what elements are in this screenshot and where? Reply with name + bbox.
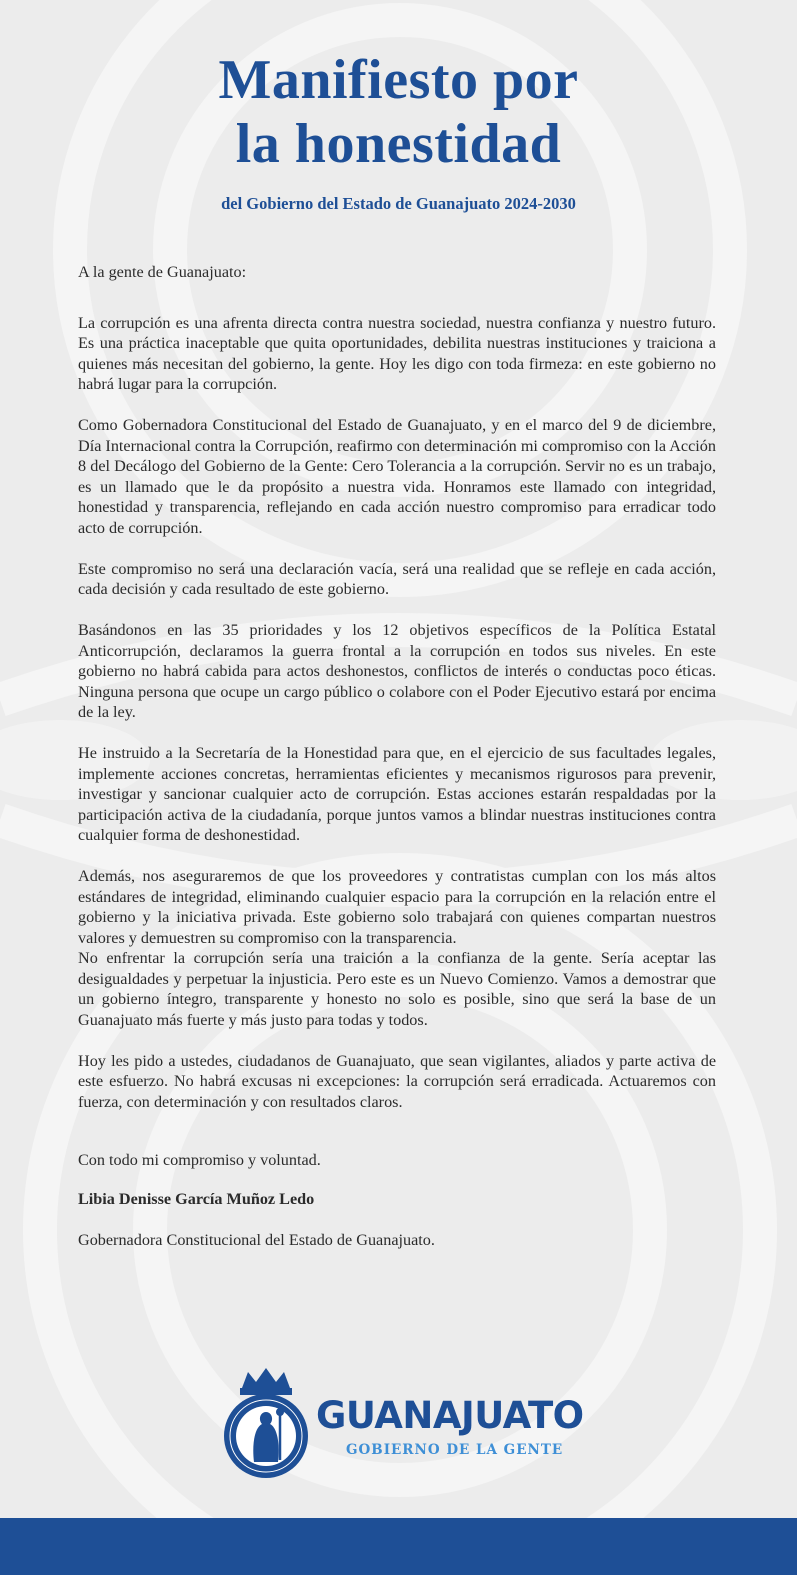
salutation: A la gente de Guanajuato: (78, 263, 247, 281)
page-title (0, 48, 797, 176)
logo-wordmark: GUANAJUATO (316, 1394, 584, 1437)
guanajuato-logo (218, 1366, 584, 1482)
signature-role: Gobernadora Constitucional del Estado de Guanajuato. (78, 1230, 435, 1249)
letter-paragraph: La corrupción es una afrenta directa contra nuestra sociedad, nuestra confianza y nuestro futuro. Es una práctica inaceptable que quita oportunidades, debilita nuestras instituciones y traiciona a quienes más necesitan del gobierno, la gente. Hoy les digo con toda firmeza: en este gobierno no habrá lugar para la corrupción. (78, 313, 716, 393)
state-seal-icon (218, 1366, 314, 1482)
title-line-2: la honestidad (235, 113, 562, 175)
letter-paragraph: Además, nos aseguraremos de que los proveedores y contratistas cumplan con los más altos estándares de integridad, eliminando cualquier espacio para la corrupción en la relación entre el gobierno y la iniciativa privada. Este gobierno solo trabajará con quienes compartan nuestros valores y demuestren su compromiso con la transparencia. (78, 867, 716, 947)
footer-bar (0, 1518, 797, 1575)
letter-paragraph: Hoy les pido a ustedes, ciudadanos de Guanajuato, que sean vigilantes, aliados y parte activa de este esfuerzo. No habrá excusas ni excepciones: la corrupción será erradicada. Actuaremos con fuerza, con determinación y con resultados claros. (78, 1051, 716, 1111)
letter-paragraph: He instruido a la Secretaría de la Honestidad para que, en el ejercicio de sus facultades legales, implemente acciones concretas, herramientas eficientes y mecanismos rigurosos para prevenir, investigar y sancionar cualquier acto de corrupción. Estas acciones estarán respaldadas por la participación activa de la ciudadanía, porque juntos vamos a blindar nuestras instituciones contra cualquier forma de deshonestidad. (78, 744, 716, 844)
letter-paragraph: Este compromiso no será una declaración vacía, será una realidad que se refleje en cada acción, cada decisión y cada resultado de este gobierno. (78, 559, 716, 598)
page-subtitle: del Gobierno del Estado de Guanajuato 2024-2030 (221, 194, 576, 213)
closing-line: Con todo mi compromiso y voluntad. (78, 1151, 321, 1169)
letter-paragraph: Como Gobernadora Constitucional del Estado de Guanajuato, y en el marco del 9 de diciembre, Día Internacional contra la Corrupción, reafirmo con determinación mi compromiso con la Acción 8 del Decálogo del Gobierno de la Gente: Cero Tolerancia a la corrupción. Servir no es un trabajo, es un llamado que le da propósito a nuestra vida. Honramos este llamado con integridad, honestidad y transparencia, reflejando en cada acción nuestro compromiso para erradicar todo acto de corrupción. (78, 416, 716, 537)
letter-paragraph: No enfrentar la corrupción sería una traición a la confianza de la gente. Sería aceptar las desigualdades y perpetuar la injusticia. Pero este es un Nuevo Comienzo. Vamos a demostrar que un gobierno íntegro, transparente y honesto no solo es posible, sino que será la base de un Guanajuato más fuerte y más justo para todas y todos. (78, 949, 716, 1029)
logo-tagline: GOBIERNO DE LA GENTE (346, 1442, 564, 1458)
letter-paragraph: Basándonos en las 35 prioridades y los 12 objetivos específicos de la Política Estatal Anticorrupción, declaramos la guerra frontal a la corrupción en todos sus niveles. En este gobierno no habrá cabida para actos deshonestos, conflictos de interés o conductas poco éticas. Ninguna persona que ocupe un cargo público o colabore con el Poder Ejecutivo estará por encima de la ley. (78, 621, 716, 721)
letter-body (78, 262, 716, 1271)
title-line-1: Manifiesto por (218, 49, 579, 111)
signature-name: Libia Denisse García Muñoz Ledo (78, 1189, 315, 1208)
